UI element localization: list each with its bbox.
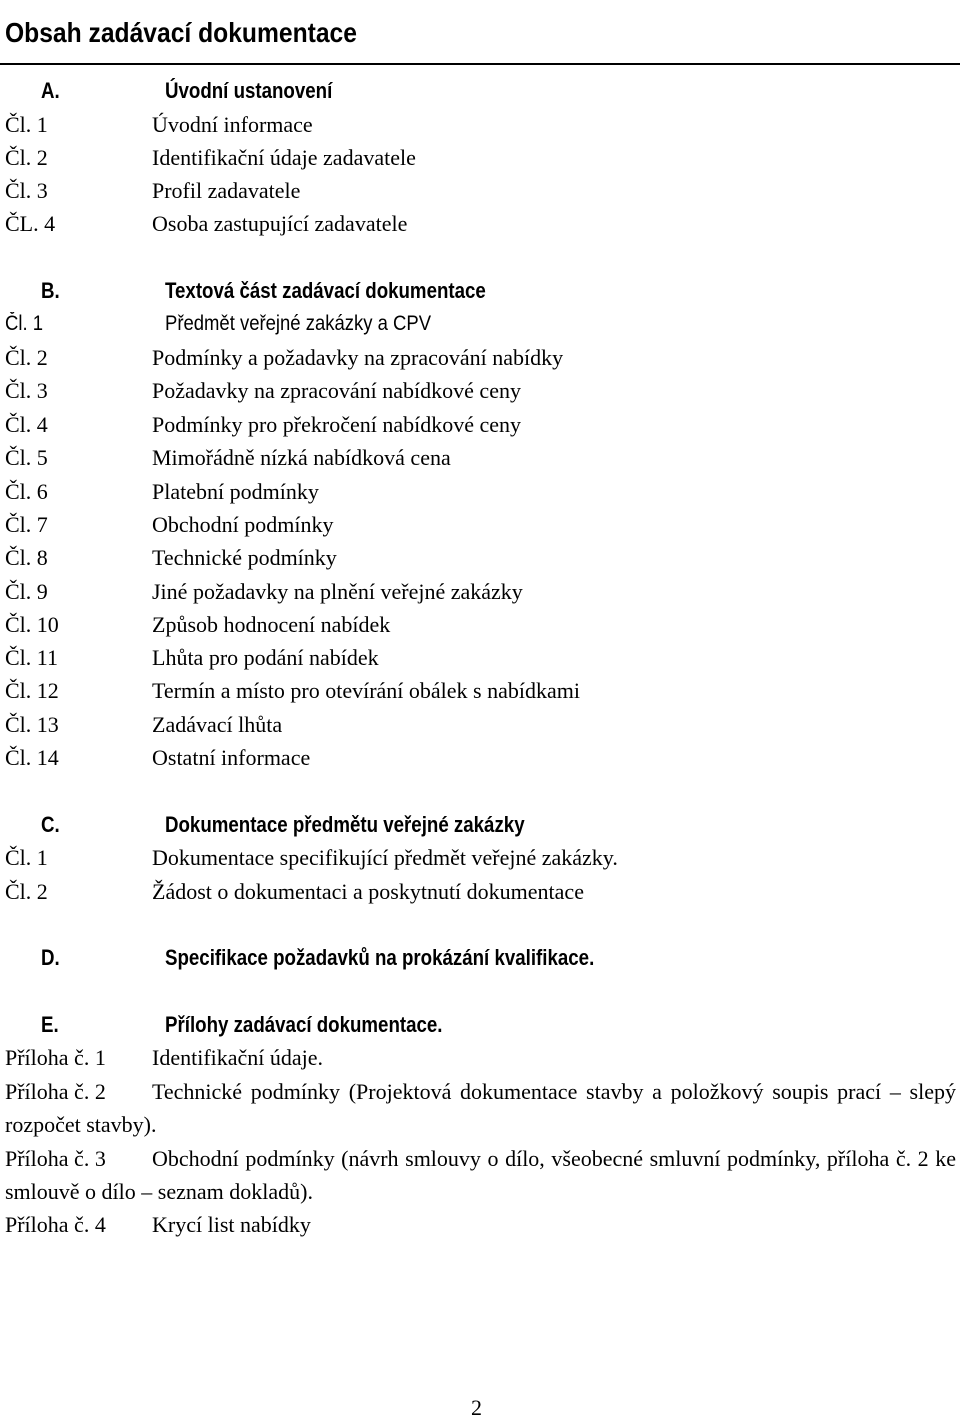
- item-number: Čl. 1: [5, 845, 48, 870]
- item-text: Zadávací lhůta: [152, 712, 283, 737]
- toc-item: [0, 641, 960, 674]
- toc-item: [0, 575, 960, 608]
- page-title: Obsah zadávací dokumentace: [5, 17, 357, 48]
- item-text: Lhůta pro podání nabídek: [152, 645, 379, 670]
- item-text: Ostatní informace: [152, 745, 311, 770]
- item-number: Příloha č. 3: [5, 1146, 106, 1171]
- item-text: Technické podmínky: [152, 545, 337, 570]
- item-number: Čl. 3: [5, 178, 48, 203]
- toc-item-paragraph: [5, 1075, 956, 1141]
- item-text: Žádost o dokumentaci a poskytnutí dokumentace: [152, 879, 584, 904]
- item-text: Jiné požadavky na plnění veřejné zakázky: [152, 579, 523, 604]
- toc-item: [0, 508, 960, 541]
- toc-item: [0, 141, 960, 174]
- item-text: Dokumentace specifikující předmět veřejné zakázky.: [152, 845, 618, 870]
- toc-item: [0, 374, 960, 407]
- section-letter: E.: [41, 1012, 59, 1037]
- item-text: Krycí list nabídky: [152, 1212, 311, 1237]
- title-rule: [0, 63, 960, 65]
- toc-item: [0, 674, 960, 707]
- item-number: Čl. 10: [5, 612, 59, 637]
- item-number: Čl. 11: [5, 645, 58, 670]
- item-text: Identifikační údaje zadavatele: [152, 145, 416, 170]
- item-number: Čl. 1: [5, 312, 44, 335]
- item-text: Úvodní informace: [152, 112, 313, 137]
- item-number: Čl. 2: [5, 879, 48, 904]
- toc-item: [0, 207, 960, 240]
- item-number: Čl. 12: [5, 678, 59, 703]
- item-number: Čl. 8: [5, 545, 48, 570]
- item-text: Podmínky pro překročení nabídkové ceny: [152, 412, 522, 437]
- item-number: Příloha č. 4: [5, 1212, 106, 1237]
- item-text: Obchodní podmínky: [152, 512, 334, 537]
- item-number: Čl. 2: [5, 145, 48, 170]
- item-number: Příloha č. 1: [5, 1045, 106, 1070]
- toc-item: [0, 1041, 960, 1074]
- section-title: Úvodní ustanovení: [165, 78, 333, 103]
- item-number: Čl. 7: [5, 512, 48, 537]
- item-text: Platební podmínky: [152, 479, 319, 504]
- section-title: Specifikace požadavků na prokázání kvalifikace.: [165, 945, 595, 970]
- toc-item: [0, 441, 960, 474]
- item-text: Předmět veřejné zakázky a CPV: [165, 312, 432, 335]
- toc-item: [0, 841, 960, 874]
- section-e-heading: [0, 1008, 960, 1041]
- item-text: Podmínky a požadavky na zpracování nabídky: [152, 345, 564, 370]
- section-title: Dokumentace předmětu veřejné zakázky: [165, 812, 525, 837]
- toc-item: [0, 1208, 960, 1241]
- section-title: Přílohy zadávací dokumentace.: [165, 1012, 443, 1037]
- section-letter: D.: [41, 945, 60, 970]
- section-letter: A.: [41, 78, 60, 103]
- item-number: Čl. 4: [5, 412, 48, 437]
- toc-item: [0, 108, 960, 141]
- section-c-heading: [0, 808, 960, 841]
- toc-item: [0, 875, 960, 908]
- item-text: Profil zadavatele: [152, 178, 301, 203]
- section-d-heading: [0, 941, 960, 974]
- item-number: Čl. 13: [5, 712, 59, 737]
- item-text: Způsob hodnocení nabídek: [152, 612, 391, 637]
- toc-item: [0, 408, 960, 441]
- item-number: Příloha č. 2: [5, 1079, 106, 1104]
- item-text: Obchodní podmínky (návrh smlouvy o dílo, všeobecné smluvní podmínky, příloha č. 2 ke smlouvě o dílo – seznam dokladů).: [5, 1146, 956, 1204]
- toc-item: [0, 741, 960, 774]
- item-text: Mimořádně nízká nabídková cena: [152, 445, 451, 470]
- item-number: Čl. 9: [5, 579, 48, 604]
- item-number: Čl. 2: [5, 345, 48, 370]
- item-text: Identifikační údaje.: [152, 1045, 324, 1070]
- item-text: Technické podmínky (Projektová dokumentace stavby a položkový soupis prací – slepý rozpočet stavby).: [5, 1079, 956, 1137]
- toc-item: [0, 174, 960, 207]
- section-title: Textová část zadávací dokumentace: [165, 278, 486, 303]
- section-b-heading: [0, 274, 960, 307]
- toc-item: [0, 307, 960, 340]
- toc-item: [0, 608, 960, 641]
- toc-item: [0, 475, 960, 508]
- toc-item: [0, 541, 960, 574]
- item-number: Čl. 14: [5, 745, 59, 770]
- item-text: Osoba zastupující zadavatele: [152, 211, 408, 236]
- item-number: Čl. 1: [5, 112, 48, 137]
- section-letter: B.: [41, 278, 60, 303]
- item-text: Požadavky na zpracování nabídkové ceny: [152, 378, 521, 403]
- toc-item: [0, 341, 960, 374]
- item-number: ČL. 4: [5, 211, 56, 236]
- toc-item: [0, 708, 960, 741]
- item-text: Termín a místo pro otevírání obálek s nabídkami: [152, 678, 580, 703]
- section-a-heading: [0, 74, 960, 107]
- item-number: Čl. 3: [5, 378, 48, 403]
- section-letter: C.: [41, 812, 60, 837]
- toc-item-paragraph: [5, 1142, 956, 1208]
- item-number: Čl. 6: [5, 479, 48, 504]
- page-number: 2: [471, 1395, 482, 1420]
- item-number: Čl. 5: [5, 445, 48, 470]
